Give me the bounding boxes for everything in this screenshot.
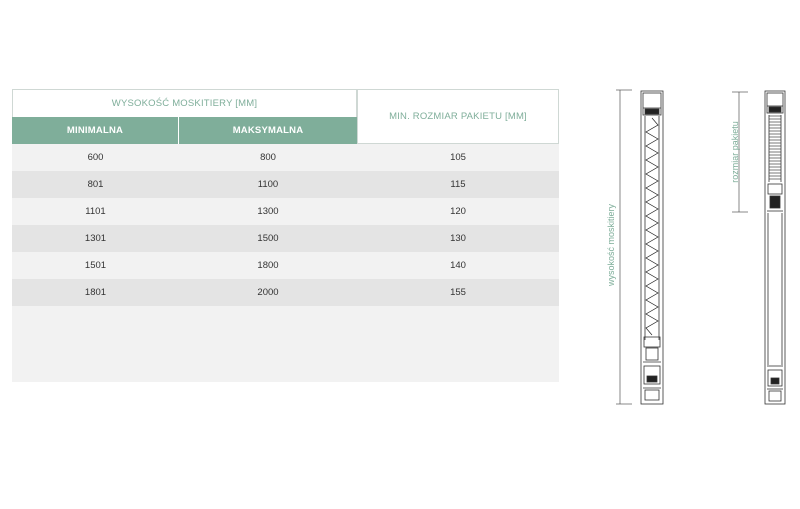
- package-cell: 155: [450, 287, 466, 298]
- max-cell: 1300: [257, 206, 279, 217]
- min-package-header: MIN. ROZMIAR PAKIETU [MM]: [357, 89, 559, 144]
- full-height-profile: [616, 90, 663, 404]
- height-group-header: WYSOKOŚĆ MOSKITIERY [MM]: [12, 89, 357, 117]
- max-cell: 1800: [257, 260, 279, 271]
- min-cell: 1101: [85, 206, 106, 217]
- pleated-mesh: [646, 118, 658, 335]
- package-cell: 130: [450, 233, 466, 244]
- min-column-header: MINIMALNA: [12, 117, 179, 144]
- min-cell: 600: [87, 152, 104, 163]
- package-cell: 120: [450, 206, 466, 217]
- min-cell: 1301: [84, 233, 107, 244]
- max-column-header: MAKSYMALNA: [179, 117, 357, 144]
- min-cell: 1801: [84, 287, 107, 298]
- package-size-label: rozmiar pakietu: [730, 121, 740, 183]
- package-cell: 140: [450, 260, 466, 271]
- package-cell: 105: [450, 152, 466, 163]
- max-cell: 1100: [257, 179, 279, 190]
- height-label: wysokość moskitiery: [606, 204, 616, 287]
- min-cell: 801: [87, 179, 104, 190]
- compressed-mesh: [769, 116, 781, 179]
- min-cell: 1501: [84, 260, 107, 271]
- package-cell: 115: [450, 179, 466, 190]
- max-cell: 1500: [257, 233, 279, 244]
- max-cell: 2000: [257, 287, 279, 298]
- max-cell: 800: [260, 152, 276, 163]
